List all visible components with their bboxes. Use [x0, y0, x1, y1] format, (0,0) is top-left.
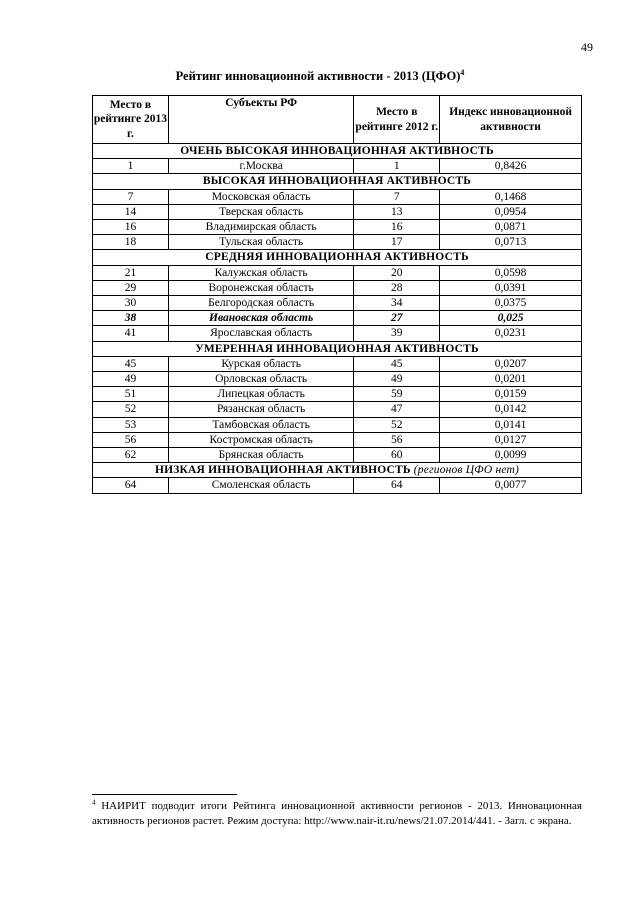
- cell-rank-2012: 49: [354, 372, 440, 387]
- table-row: [93, 159, 582, 174]
- cell-index: 0,0141: [440, 417, 582, 432]
- category-title: ВЫСОКАЯ ИННОВАЦИОННАЯ АКТИВНОСТЬ: [202, 175, 472, 188]
- cell-rank-2012: 45: [354, 356, 440, 371]
- footnote-text: НАИРИТ подводит итоги Рейтинга инновационной активности регионов - 2013. Инновационная активность регионов растет. Режим доступа: http://www.nair-it.ru/news/21.07.2014/441. - Загл. с экрана.: [92, 800, 582, 827]
- cell-rank-2012: 17: [354, 235, 440, 250]
- cell-region: Белгородская область: [168, 296, 354, 311]
- table-row: [93, 265, 582, 280]
- cell-rank-2012: 64: [354, 478, 440, 493]
- cell-rank-2012: 28: [354, 280, 440, 295]
- cell-rank-2013: 38: [93, 311, 169, 326]
- cell-rank-2013: 1: [93, 159, 169, 174]
- cell-rank-2013: 16: [93, 220, 169, 235]
- cell-rank-2013: 18: [93, 235, 169, 250]
- footnote-mark: 4: [92, 798, 96, 807]
- cell-rank-2013: 7: [93, 189, 169, 204]
- cell-region: Тульская область: [168, 235, 354, 250]
- category-title: УМЕРЕННАЯ ИННОВАЦИОННАЯ АКТИВНОСТЬ: [195, 342, 479, 355]
- cell-index: 0,0142: [440, 402, 582, 417]
- cell-rank-2012: 56: [354, 432, 440, 447]
- footnote-divider: [92, 794, 237, 795]
- table-row: [93, 417, 582, 432]
- category-row: [93, 144, 582, 159]
- rating-table: [92, 95, 582, 494]
- cell-region: Брянская область: [168, 448, 354, 463]
- cell-index: 0,0077: [440, 478, 582, 493]
- cell-rank-2013: 41: [93, 326, 169, 341]
- category-title: НИЗКАЯ ИННОВАЦИОННАЯ АКТИВНОСТЬ: [154, 464, 411, 477]
- cell-rank-2013: 45: [93, 356, 169, 371]
- cell-index: 0,0099: [440, 448, 582, 463]
- cell-index: 0,0159: [440, 387, 582, 402]
- table-row: [93, 432, 582, 447]
- header-region: Субъекты РФ: [168, 96, 354, 144]
- cell-rank-2012: 16: [354, 220, 440, 235]
- table-row: [93, 448, 582, 463]
- cell-region: г.Москва: [168, 159, 354, 174]
- category-row: [93, 463, 582, 478]
- cell-index: 0,0713: [440, 235, 582, 250]
- cell-rank-2012: 60: [354, 448, 440, 463]
- cell-rank-2013: 51: [93, 387, 169, 402]
- cell-index: 0,0598: [440, 265, 582, 280]
- cell-rank-2012: 52: [354, 417, 440, 432]
- cell-region: Костромская область: [168, 432, 354, 447]
- cell-index: 0,0391: [440, 280, 582, 295]
- cell-region: Ярославская область: [168, 326, 354, 341]
- table-row: [93, 387, 582, 402]
- table-row: [93, 372, 582, 387]
- category-label: [93, 250, 582, 265]
- table-row: [93, 402, 582, 417]
- header-index: Индекс инновационной активности: [440, 96, 582, 144]
- cell-index: 0,1468: [440, 189, 582, 204]
- table-row: [93, 356, 582, 371]
- cell-rank-2013: 49: [93, 372, 169, 387]
- cell-rank-2012: 47: [354, 402, 440, 417]
- category-label: [93, 144, 582, 159]
- cell-index: 0,8426: [440, 159, 582, 174]
- cell-region: Курская область: [168, 356, 354, 371]
- cell-index: 0,025: [440, 311, 582, 326]
- category-label: [93, 174, 582, 189]
- cell-rank-2013: 53: [93, 417, 169, 432]
- cell-region: Орловская область: [168, 372, 354, 387]
- cell-rank-2012: 39: [354, 326, 440, 341]
- cell-rank-2012: 27: [354, 311, 440, 326]
- cell-index: 0,0231: [440, 326, 582, 341]
- cell-index: 0,0375: [440, 296, 582, 311]
- table-title-text: Рейтинг инновационной активности - 2013 (ЦФО): [175, 69, 461, 83]
- header-rank-2013: Место в рейтинге 2013 г.: [93, 96, 169, 144]
- cell-rank-2013: 21: [93, 265, 169, 280]
- table-row: [93, 204, 582, 219]
- cell-region: Калужская область: [168, 265, 354, 280]
- cell-rank-2012: 59: [354, 387, 440, 402]
- category-row: [93, 174, 582, 189]
- category-row: [93, 250, 582, 265]
- cell-region: Рязанская область: [168, 402, 354, 417]
- table-row: [93, 220, 582, 235]
- cell-rank-2012: 34: [354, 296, 440, 311]
- cell-index: 0,0207: [440, 356, 582, 371]
- cell-index: 0,0127: [440, 432, 582, 447]
- cell-region: Воронежская область: [168, 280, 354, 295]
- page-number: 49: [581, 40, 593, 54]
- table-row: [93, 296, 582, 311]
- table-row: [93, 189, 582, 204]
- cell-region: Смоленская область: [168, 478, 354, 493]
- category-note: (регионов ЦФО нет): [413, 464, 520, 477]
- cell-region: Ивановская область: [168, 311, 354, 326]
- cell-rank-2013: 30: [93, 296, 169, 311]
- cell-region: Московская область: [168, 189, 354, 204]
- cell-region: Липецкая область: [168, 387, 354, 402]
- table-row: [93, 478, 582, 493]
- cell-rank-2012: 7: [354, 189, 440, 204]
- cell-region: Владимирская область: [168, 220, 354, 235]
- cell-rank-2013: 56: [93, 432, 169, 447]
- cell-rank-2013: 62: [93, 448, 169, 463]
- cell-region: Тамбовская область: [168, 417, 354, 432]
- cell-rank-2013: 52: [93, 402, 169, 417]
- cell-rank-2012: 20: [354, 265, 440, 280]
- cell-rank-2012: 13: [354, 204, 440, 219]
- table-body: [93, 144, 582, 494]
- cell-rank-2013: 14: [93, 204, 169, 219]
- header-rank-2012: Место в рейтинге 2012 г.: [354, 96, 440, 144]
- cell-rank-2013: 29: [93, 280, 169, 295]
- category-label: [93, 341, 582, 356]
- cell-rank-2013: 64: [93, 478, 169, 493]
- cell-region: Тверская область: [168, 204, 354, 219]
- cell-index: 0,0201: [440, 372, 582, 387]
- footnote: [92, 799, 582, 829]
- category-title: СРЕДНЯЯ ИННОВАЦИОННАЯ АКТИВНОСТЬ: [205, 251, 469, 264]
- cell-rank-2012: 1: [354, 159, 440, 174]
- table-row: [93, 311, 582, 326]
- table-row: [93, 326, 582, 341]
- category-row: [93, 341, 582, 356]
- cell-index: 0,0871: [440, 220, 582, 235]
- table-row: [93, 280, 582, 295]
- category-title: ОЧЕНЬ ВЫСОКАЯ ИННОВАЦИОННАЯ АКТИВНОСТЬ: [180, 145, 494, 157]
- category-label: [93, 463, 582, 478]
- title-footnote-mark: 4: [460, 67, 465, 77]
- table-row: [93, 235, 582, 250]
- table-title: [0, 69, 640, 84]
- table-header-row: [93, 96, 582, 144]
- cell-index: 0,0954: [440, 204, 582, 219]
